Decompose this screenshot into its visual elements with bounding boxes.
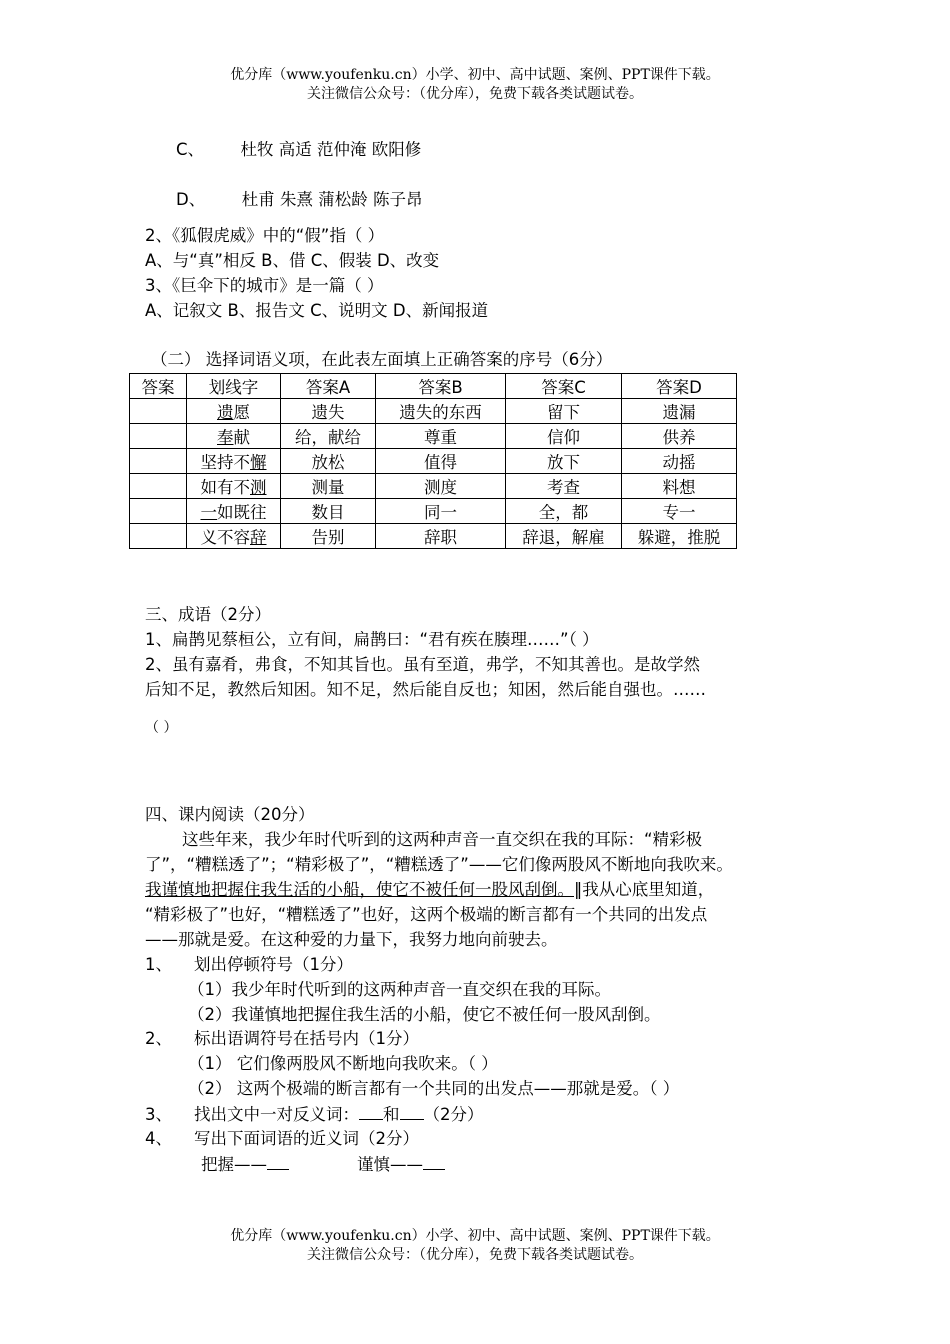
header-cell: 答案B — [376, 374, 506, 399]
option-b-cell: 同一 — [376, 499, 506, 524]
s4-question-3: 3、 找出文中一对反义词： 和 （2分） — [145, 1105, 484, 1124]
option-c-cell: 信仰 — [506, 424, 622, 449]
table-row — [130, 474, 737, 499]
option-d-cell: 躲避，推脱 — [622, 524, 737, 549]
option-c-cell: 全，都 — [506, 499, 622, 524]
option-b-cell: 辞职 — [376, 524, 506, 549]
option-d-cell: 遗漏 — [622, 399, 737, 424]
q2-question: 2、《狐假虎威》中的“假”指（ ） — [145, 226, 385, 245]
header-cell: 划线字 — [187, 374, 281, 399]
word-cell: 一如既往 — [187, 499, 281, 524]
header-cell: 答案C — [506, 374, 622, 399]
s4-question-1: 1、 划出停顿符号（1分） — [145, 955, 353, 974]
option-a-cell: 给，献给 — [281, 424, 376, 449]
option-b-cell: 尊重 — [376, 424, 506, 449]
answer-blank[interactable] — [400, 1103, 424, 1120]
header-line-2: 关注微信公众号：（优分库），免费下载各类试题试卷。 — [307, 86, 643, 102]
option-a-cell: 放松 — [281, 449, 376, 474]
option-label: C、 — [176, 140, 205, 159]
option-c-cell: 辞退，解雇 — [506, 524, 622, 549]
option-a-cell: 告别 — [281, 524, 376, 549]
section3-title: 三、成语（2分） — [145, 605, 271, 624]
s4-question-4: 4、 写出下面词语的近义词（2分） — [145, 1129, 419, 1148]
option-text: 杜牧 高适 范仲淹 欧阳修 — [240, 140, 422, 159]
passage-line: 我谨慎地把握住我生活的小船，使它不被任何一股风刮倒。‖我从心底里知道， — [145, 880, 715, 899]
answer-blank[interactable] — [423, 1153, 445, 1170]
option-c-cell: 留下 — [506, 399, 622, 424]
table-row — [130, 424, 737, 449]
answer-cell[interactable] — [130, 524, 187, 549]
word-cell: 义不容辞 — [187, 524, 281, 549]
s4-question-2: 2、 标出语调符号在括号内（1分） — [145, 1029, 419, 1048]
table-row — [130, 524, 737, 549]
s4-q2-sentence-1: （1） 它们像两股风不断地向我吹来。（ ） — [188, 1054, 498, 1073]
q1-option-c — [176, 139, 421, 161]
s4-q4-word-2: 谨慎—— — [357, 1153, 445, 1176]
q3-question: 3、《巨伞下的城市》是一篇（ ） — [145, 276, 384, 295]
option-a-cell: 测量 — [281, 474, 376, 499]
option-d-cell: 供养 — [622, 424, 737, 449]
word-cell: 如有不测 — [187, 474, 281, 499]
section3-item2-line1: 2、虽有嘉肴，弗食，不知其旨也。虽有至道，弗学，不知其善也。是故学然 — [145, 655, 700, 674]
option-d-cell: 专一 — [622, 499, 737, 524]
header-cell: 答案 — [130, 374, 187, 399]
table-row — [130, 449, 737, 474]
answer-cell[interactable] — [130, 399, 187, 424]
option-c-cell: 放下 — [506, 449, 622, 474]
table-row — [130, 499, 737, 524]
option-b-cell: 测度 — [376, 474, 506, 499]
header-cell: 答案D — [622, 374, 737, 399]
vocab-table — [129, 373, 737, 549]
answer-cell[interactable] — [130, 424, 187, 449]
answer-cell[interactable] — [130, 449, 187, 474]
word-cell: 坚持不懈 — [187, 449, 281, 474]
section3-item1: 1、扁鹊见蔡桓公，立有间，扁鹊曰：“君有疾在腠理……”（ ） — [145, 630, 599, 649]
s4-q1-sentence-1: （1）我少年时代听到的这两种声音一直交织在我的耳际。 — [188, 980, 611, 999]
option-d-cell: 动摇 — [622, 449, 737, 474]
section2-title: （二） 选择词语义项，在此表左面填上正确答案的序号（6分） — [151, 350, 613, 369]
q2-options: A、与“真”相反 B、借 C、假装 D、改变 — [145, 251, 440, 270]
answer-cell[interactable] — [130, 499, 187, 524]
passage-line: 了”，“糟糕透了”；“精彩极了”，“糟糕透了”——它们像两股风不断地向我吹来。 — [145, 855, 733, 874]
option-d-cell: 料想 — [622, 474, 737, 499]
option-c-cell: 考查 — [506, 474, 622, 499]
option-b-cell: 值得 — [376, 449, 506, 474]
word-cell: 遗愿 — [187, 399, 281, 424]
word-cell: 奉献 — [187, 424, 281, 449]
answer-cell[interactable] — [130, 474, 187, 499]
option-a-cell: 数目 — [281, 499, 376, 524]
q3-options: A、记叙文 B、报告文 C、说明文 D、新闻报道 — [145, 301, 489, 320]
footer-line-2: 关注微信公众号：（优分库），免费下载各类试题试卷。 — [307, 1247, 643, 1263]
answer-blank[interactable] — [359, 1103, 383, 1120]
underlined-sentence: 我谨慎地把握住我生活的小船，使它不被任何一股风刮倒。 — [145, 880, 574, 899]
passage-line: ——那就是爱。在这种爱的力量下，我努力地向前驶去。 — [145, 930, 558, 949]
q1-option-d — [176, 189, 422, 211]
passage-line: “精彩极了”也好，“糟糕透了”也好，这两个极端的断言都有一个共同的出发点 — [145, 905, 708, 924]
section4-title: 四、课内阅读（20分） — [145, 805, 315, 824]
passage-line: 这些年来，我少年时代听到的这两种声音一直交织在我的耳际：“精彩极 — [182, 830, 703, 849]
option-b-cell: 遗失的东西 — [376, 399, 506, 424]
option-text: 杜甫 朱熹 蒲松龄 陈子昂 — [241, 190, 423, 209]
footer-line-1: 优分库（www.youfenku.cn）小学、初中、高中试题、案例、PPT课件下载。 — [230, 1228, 720, 1244]
s4-q1-sentence-2: （2）我谨慎地把握住我生活的小船，使它不被任何一股风刮倒。 — [188, 1005, 661, 1024]
header-cell: 答案A — [281, 374, 376, 399]
option-a-cell: 遗失 — [281, 399, 376, 424]
option-label: D、 — [176, 190, 206, 209]
s4-q2-sentence-2: （2） 这两个极端的断言都有一个共同的出发点——那就是爱。（ ） — [188, 1079, 680, 1098]
section3-item2-line2: 后知不足，教然后知困。知不足，然后能自反也；知困，然后能自强也。…… — [145, 680, 706, 699]
header-line-1: 优分库（www.youfenku.cn）小学、初中、高中试题、案例、PPT课件下载。 — [230, 67, 720, 83]
table-row — [130, 399, 737, 424]
answer-blank[interactable] — [267, 1153, 289, 1170]
s4-q4-word-1: 把握—— — [201, 1153, 289, 1176]
table-header-row — [130, 374, 737, 399]
section3-answer-paren[interactable]: （ ） — [145, 720, 178, 736]
